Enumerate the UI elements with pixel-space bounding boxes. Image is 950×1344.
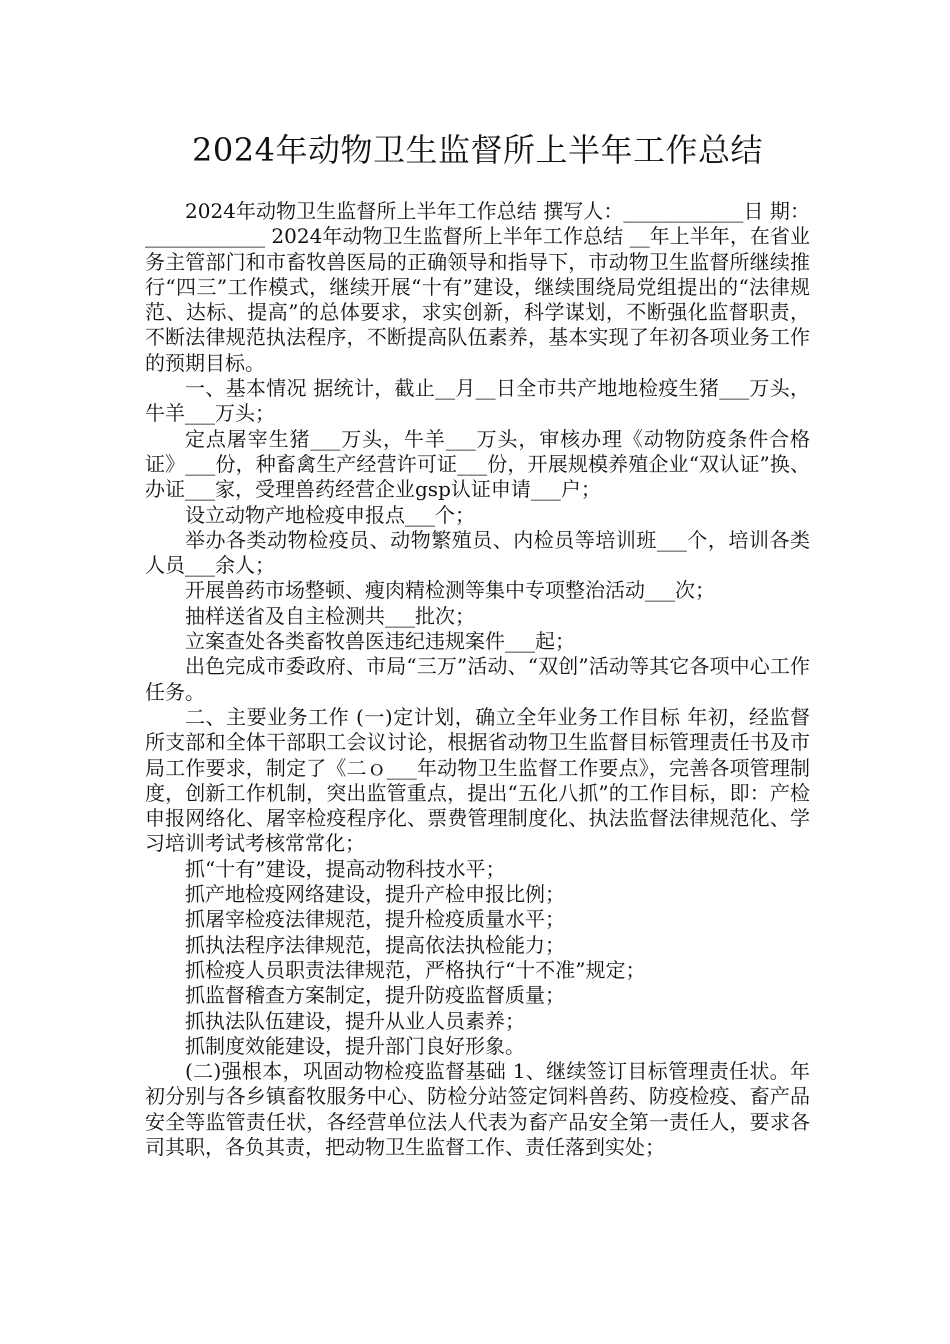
paragraph: 举办各类动物检疫员、动物繁殖员、内检员等培训班___个，培训各类人员___余人；	[145, 527, 810, 578]
paragraph: 抽样送省及自主检测共___批次；	[185, 603, 475, 628]
paragraph: (二)强根本，巩固动物检疫监督基础 1、继续签订目标管理责任状。年初分别与各乡镇畜牧服务中心、防检分站签定饲料兽药、防疫检疫、畜产品安全等监管责任状，各经营单位法人代表为畜产品安全第一责任人，要求各司其职，各负其责，把动物卫生监督工作、责任落到实处；	[145, 1059, 810, 1159]
paragraph: 抓监督稽查方案制定，提升防疫监督质量；	[185, 983, 565, 1008]
paragraph: 抓屠宰检疫法律规范，提升检疫质量水平；	[185, 907, 565, 932]
paragraph: 抓制度效能建设，提升部门良好形象。	[185, 1033, 525, 1058]
document-body	[145, 199, 810, 1160]
document-page	[145, 0, 810, 1344]
paragraph: 定点屠宰生猪___万头，牛羊___万头，审核办理《动物防疫条件合格证》___份，种畜禽生产经营许可证___份，开展规模养殖企业“双认证”换、办证___家，受理兽药经营企业gsp认证申请___户；	[145, 426, 810, 502]
paragraph: 抓“十有”建设，提高动物科技水平；	[185, 856, 506, 881]
paragraph: 立案查处各类畜牧兽医违纪违规案件___起；	[185, 629, 575, 654]
paragraph: 抓产地检疫网络建设，提升产检申报比例；	[185, 882, 565, 907]
paragraph: 出色完成市委政府、市局“三万”活动、“双创”活动等其它各项中心工作任务。	[145, 654, 810, 704]
paragraph: 抓检疫人员职责法律规范，严格执行“十不准”规定；	[185, 957, 646, 982]
paragraph: 抓执法队伍建设，提升从业人员素养；	[185, 1008, 525, 1033]
document-title: 2024年动物卫生监督所上半年工作总结	[192, 131, 763, 169]
paragraph: 一、基本情况 据统计，截止__月__日全市共产地地检疫生猪___万头，牛羊___万头；	[145, 376, 810, 426]
paragraph: 2024年动物卫生监督所上半年工作总结 撰写人：____________日 期：____________ 2024年动物卫生监督所上半年工作总结 __年上半年，在省业务主管部门和市畜牧兽医局的正确领导和指导下，市动物卫生监督所继续推行“四三”工作模式，继续开展“十有”建设，继续围绕局党组提出的“法律规范、达标、提高”的总体要求，求实创新，科学谋划，不断强化监督职责，不断法律规范执法程序，不断提高队伍素养，基本实现了年初各项业务工作的预期目标。	[145, 199, 810, 375]
paragraph: 抓执法程序法律规范，提高依法执检能力；	[185, 932, 565, 957]
paragraph: 开展兽药市场整顿、瘦肉精检测等集中专项整治活动___次；	[185, 578, 715, 603]
paragraph: 设立动物产地检疫申报点___个；	[185, 502, 475, 527]
paragraph: 二、主要业务工作 (一)定计划，确立全年业务工作目标 年初，经监督所支部和全体干部职工会议讨论，根据省动物卫生监督目标管理责任书及市局工作要求，制定了《二ｏ___年动物卫生监督工作要点》，完善各项管理制度，创新工作机制，突出监管重点，提出“五化八抓”的工作目标，即：产检申报网络化、屠宰检疫程序化、票费管理制度化、执法监督法律规范化、学习培训考试考核常常化；	[145, 704, 810, 856]
